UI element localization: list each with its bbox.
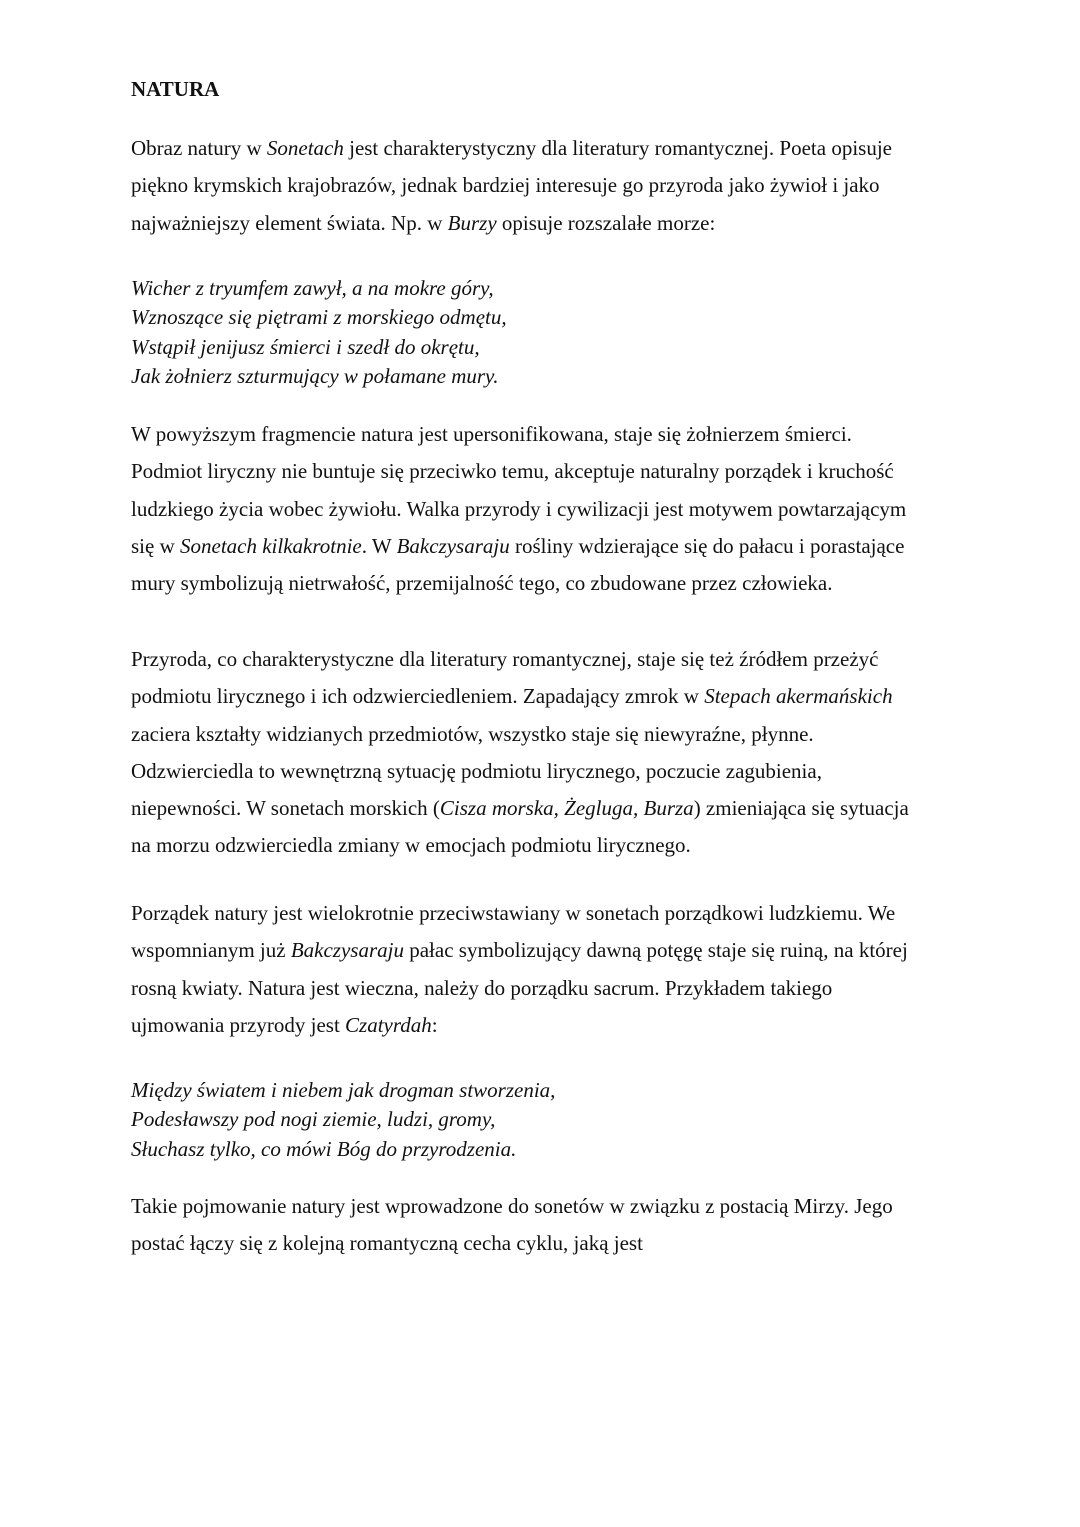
verse-quote-storm xyxy=(131,274,951,391)
text-line: W powyższym fragmencie natura jest upersonifikowana, staje się żołnierzem śmierci. xyxy=(131,422,852,446)
title-reference: Sonetach xyxy=(266,136,344,160)
title-reference: Czatyrdah xyxy=(345,1012,432,1037)
text-line: niepewności. W sonetach morskich (Cisza morska, Żegluga, Burza) zmieniająca się sytuacja xyxy=(131,796,909,821)
title-reference: Burzy xyxy=(447,210,497,235)
text-line: ujmowania przyrody jest Czatyrdah: xyxy=(131,1012,438,1037)
text-line: piękno krymskich krajobrazów, jednak bardziej interesuje go przyroda jako żywioł i jako xyxy=(131,173,880,198)
verse-line: Słuchasz tylko, co mówi Bóg do przyrodzenia. xyxy=(131,1136,517,1161)
title-reference: Sonetach kilkakrotnie xyxy=(180,533,362,558)
text-line: postać łączy się z kolejną romantyczną cecha cyklu, jaką jest xyxy=(131,1231,643,1256)
paragraph-emotions xyxy=(131,641,951,865)
paragraph-order xyxy=(131,895,951,1044)
paragraph-intro xyxy=(131,130,951,242)
title-reference: Bakczysaraju xyxy=(290,938,404,963)
text-line: Obraz natury w Sonetach jest charakterystyczny dla literatury romantycznej. Poeta opisuje xyxy=(131,136,892,160)
verse-line: Jak żołnierz szturmujący w połamane mury. xyxy=(131,363,499,388)
title-reference: Bakczysaraju xyxy=(396,533,510,558)
text-line: podmiotu lirycznego i ich odzwierciedleniem. Zapadający zmrok w Stepach akermańskich xyxy=(131,684,893,709)
text-line: ludzkiego życia wobec żywiołu. Walka przyrody i cywilizacji jest motywem powtarzającym xyxy=(131,496,907,521)
text-line: zaciera kształty widzianych przedmiotów, wszystko staje się niewyraźne, płynne. xyxy=(131,721,814,746)
text-line: się w Sonetach kilkakrotnie. W Bakczysaraju rośliny wdzierające się do pałacu i porastające xyxy=(131,533,905,558)
verse-line: Wicher z tryumfem zawył, a na mokre góry, xyxy=(131,276,494,300)
verse-line: Wstąpił jenijusz śmierci i szedł do okrętu, xyxy=(131,334,480,359)
paragraph-personification xyxy=(131,416,951,602)
text-line: Przyroda, co charakterystyczne dla literatury romantycznej, staje się też źródłem przeżyć xyxy=(131,647,879,671)
text-line: Porządek natury jest wielokrotnie przeciwstawiany w sonetach porządkowi ludzkiemu. We xyxy=(131,901,896,925)
title-reference: Stepach akermańskich xyxy=(704,684,893,709)
verse-line: Podesławszy pod nogi ziemie, ludzi, gromy, xyxy=(131,1107,496,1132)
title-reference: Cisza morska, Żegluga, Burza xyxy=(439,796,694,821)
text-line: wspomnianym już Bakczysaraju pałac symbolizujący dawną potęgę staje się ruiną, na której xyxy=(131,938,908,963)
verse-line: Wznoszące się piętrami z morskiego odmętu, xyxy=(131,305,507,330)
paragraph-mirza xyxy=(131,1188,951,1263)
verse-quote-czatyrdah xyxy=(131,1076,951,1164)
document-title: NATURA xyxy=(131,77,220,101)
text-line: Podmiot liryczny nie buntuje się przeciwko temu, akceptuje naturalny porządek i kruchość xyxy=(131,459,894,484)
text-line: rosną kwiaty. Natura jest wieczna, należy do porządku sacrum. Przykładem takiego xyxy=(131,975,833,1000)
text-line: mury symbolizują nietrwałość, przemijalność tego, co zbudowane przez człowieka. xyxy=(131,571,833,596)
text-line: najważniejszy element świata. Np. w Burzy opisuje rozszalałe morze: xyxy=(131,210,716,235)
text-line: Odzwierciedla to wewnętrzną sytuację podmiotu lirycznego, poczucie zagubienia, xyxy=(131,758,822,783)
verse-line: Między światem i niebem jak drogman stworzenia, xyxy=(131,1078,556,1102)
text-line: Takie pojmowanie natury jest wprowadzone do sonetów w związku z postacią Mirzy. Jego xyxy=(131,1194,893,1218)
text-line: na morzu odzwierciedla zmiany w emocjach podmiotu lirycznego. xyxy=(131,833,691,858)
